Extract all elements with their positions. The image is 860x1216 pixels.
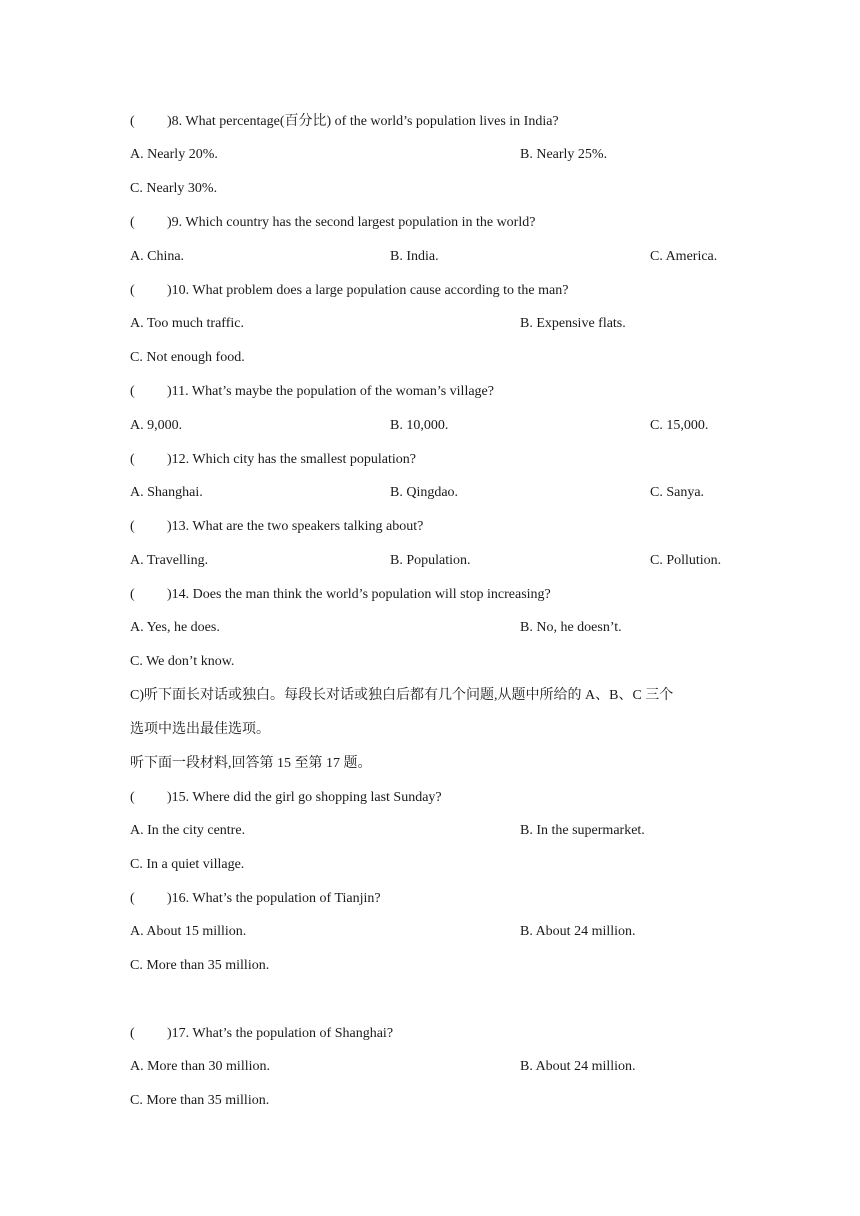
option-a: A. Too much traffic. [130,316,244,331]
question-17 [130,1024,393,1044]
option-b: B. No, he doesn’t. [520,620,622,635]
option-a: A. Nearly 20%. [130,147,218,162]
question-text: )12. Which city has the smallest population? [167,452,416,467]
option-c: C. More than 35 million. [130,958,270,973]
section-c-material-note: 听下面一段材料,回答第 15 至第 17 题。 [130,756,372,771]
question-text: )15. Where did the girl go shopping last Sunday? [167,790,442,805]
option-a: A. China. [130,249,185,264]
option-b: B. In the supermarket. [520,823,645,838]
options-row [130,483,750,503]
option-b: B. India. [390,249,439,264]
option-b: B. Population. [390,553,471,568]
options-row [130,551,750,571]
option-b: B. Expensive flats. [520,316,626,331]
option-a: A. More than 30 million. [130,1059,270,1074]
question-text: )8. What percentage(百分比) of the world’s population lives in India? [167,114,559,129]
option-c: C. In a quiet village. [130,857,245,872]
option-c: C. Not enough food. [130,350,245,365]
question-9 [130,213,535,233]
options-row [130,922,750,942]
question-text: )16. What’s the population of Tianjin? [167,891,381,906]
option-a: A. Shanghai. [130,485,203,500]
answer-blank: ( [130,215,135,230]
question-11 [130,382,494,402]
option-c: C. Pollution. [650,553,722,568]
question-text: )14. Does the man think the world’s population will stop increasing? [167,587,551,602]
question-10 [130,281,568,301]
answer-blank: ( [130,283,135,298]
options-row [130,416,750,436]
answer-blank: ( [130,114,135,129]
section-c-instruction-cont: 选项中选出最佳选项。 [130,722,270,737]
option-a: A. In the city centre. [130,823,246,838]
options-row [130,314,750,334]
question-8 [130,112,559,132]
answer-blank: ( [130,452,135,467]
option-c: C. We don’t know. [130,654,235,669]
option-c: C. 15,000. [650,418,709,433]
option-c: C. America. [650,249,718,264]
section-c-instruction: C)听下面长对话或独白。每段长对话或独白后都有几个问题,从题中所给的 A、B、C 三个 [130,688,674,703]
options-row [130,618,750,638]
question-text: )10. What problem does a large population cause according to the man? [167,283,569,298]
answer-blank: ( [130,384,135,399]
option-c: C. Sanya. [650,485,705,500]
option-b: B. About 24 million. [520,924,636,939]
options-row [130,145,750,165]
question-12 [130,450,416,470]
answer-blank: ( [130,1026,135,1041]
option-c: C. Nearly 30%. [130,181,218,196]
options-row [130,247,750,267]
options-row [130,1057,750,1077]
question-15 [130,788,442,808]
answer-blank: ( [130,891,135,906]
option-b: B. About 24 million. [520,1059,636,1074]
question-14 [130,585,551,605]
option-a: A. Travelling. [130,553,209,568]
question-text: )17. What’s the population of Shanghai? [167,1026,394,1041]
option-a: A. About 15 million. [130,924,247,939]
question-16 [130,889,381,909]
option-a: A. 9,000. [130,418,183,433]
option-b: B. Nearly 25%. [520,147,608,162]
answer-blank: ( [130,587,135,602]
answer-blank: ( [130,790,135,805]
question-text: )11. What’s maybe the population of the woman’s village? [167,384,494,399]
option-b: B. 10,000. [390,418,449,433]
question-text: )9. Which country has the second largest population in the world? [167,215,536,230]
question-text: )13. What are the two speakers talking about? [167,519,424,534]
option-b: B. Qingdao. [390,485,459,500]
option-a: A. Yes, he does. [130,620,220,635]
option-c: C. More than 35 million. [130,1093,270,1108]
answer-blank: ( [130,519,135,534]
question-13 [130,517,423,537]
options-row [130,821,750,841]
